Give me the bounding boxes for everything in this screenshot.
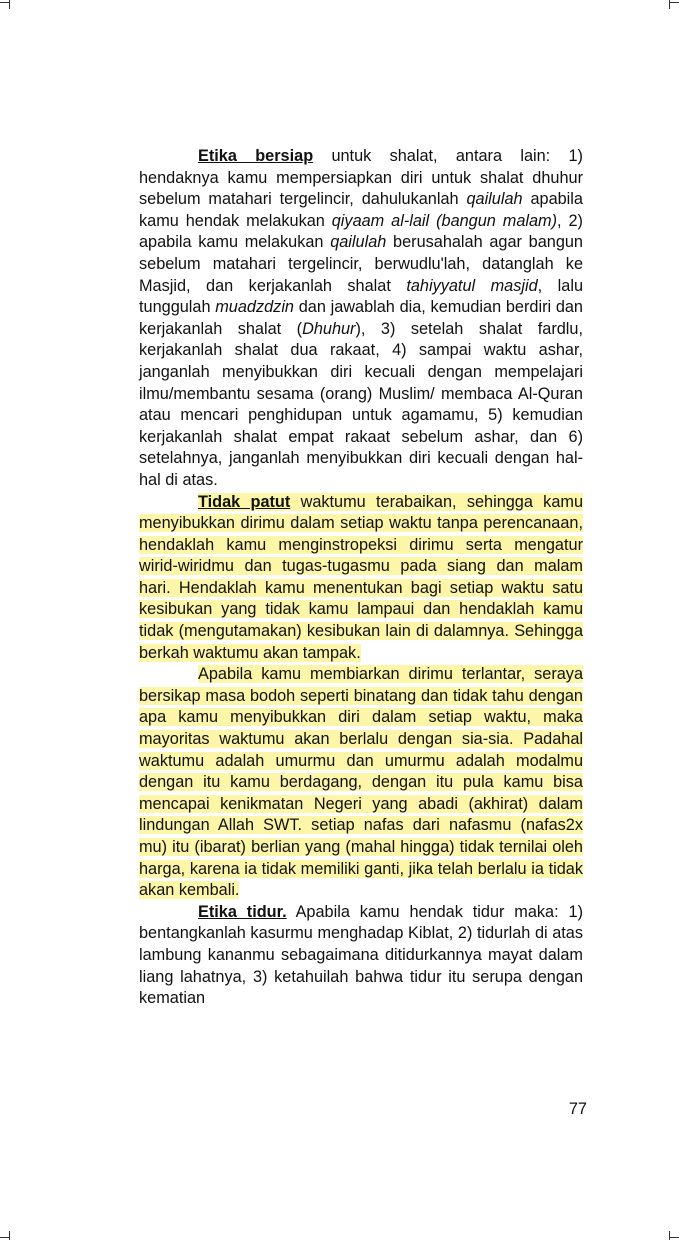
paragraph	[139, 902, 583, 1010]
text-run: dan jawablah dia, kemudian berdiri dan kerjakanlah shalat (	[139, 298, 583, 338]
section-keyword: Etika bersiap	[198, 147, 314, 165]
crop-mark	[0, 2, 9, 3]
text-run: berusahalah agar bangun sebelum matahari tergelincir, berwudlu'lah, datanglah ke Masjid, dan kerjakanlah shalat	[139, 233, 583, 295]
italic-term: qailulah	[466, 190, 523, 209]
crop-mark	[9, 1231, 10, 1240]
text-run: ), 3) setelah shalat fardlu, kerjakanlah shalat dua rakaat, 4) sampai waktu ashar, janganlah menyibukkan diri kecuali dengan mempelajari ilmu/membantu sesama (orang) Muslim/ membaca Al-Quran atau mencari penghidupan untuk agamamu, 5) kemudian kerjakanlah shalat empat rakaat sebelum ashar, dan 6) setelahnya, janganlah menyibukkan diri kecuali dengan hal-hal di atas.	[139, 319, 583, 489]
paragraph	[139, 146, 583, 492]
text-run: Apabila kamu membiarkan dirimu terlantar, seraya bersikap masa bodoh seperti binatang dan tidak tahu dengan apa kamu menyibukkan diri dalam setiap waktu, maka mayoritas waktumu akan berlalu dengan sia-sia. Padahal waktumu adalah umurmu dan umurmu adalah modalmu dengan itu kamu berdagang, dengan itu pula kamu bisa mencapai kenikmatan Negeri yang abadi (akhirat) dalam lindungan Allah SWT. setiap nafas dari nafasmu (nafas2x mu) itu (ibarat) berlian yang (mahal hingga) tidak ternilai oleh harga, karena ia tidak memiliki ganti, jika telah berlalu ia tidak akan kembali.	[139, 665, 583, 900]
crop-mark	[0, 1237, 9, 1238]
crop-mark	[670, 1237, 679, 1238]
italic-term: Dhuhur	[302, 319, 356, 338]
crop-mark	[670, 2, 679, 3]
paragraph	[139, 492, 583, 665]
section-keyword: Etika tidur.	[198, 902, 287, 921]
body-text	[139, 146, 583, 1010]
crop-mark	[669, 1231, 670, 1240]
highlighted-text	[139, 665, 583, 899]
text-run: apabila kamu hendak melakukan	[139, 190, 583, 230]
paragraph-text	[139, 147, 583, 489]
highlighted-text	[139, 493, 583, 662]
italic-term: tahiyyatul masjid	[406, 276, 538, 295]
italic-term: qiyaam al-lail (bangun malam)	[331, 211, 558, 230]
text-run: untuk shalat, antara lain: 1) hendaknya kamu mempersiapkan diri untuk shalat dhuhur sebelum matahari tergelincir, dahulukanlah	[139, 147, 583, 209]
italic-term: muadzdzin	[215, 298, 294, 317]
page-number: 77	[568, 1100, 587, 1118]
text-run: waktumu terabaikan, sehingga kamu menyibukkan dirimu dalam setiap waktu tanpa perencanaan, hendaklah kamu menginstropeksi dirimu serta mengatur wirid-wiridmu dan tugas-tugasmu pada siang dan malam hari. Hendaklah kamu menentukan bagi setiap waktu satu kesibukan yang tidak kamu lampaui dan hendaklah kamu tidak (mengutamakan) kesibukan lain di dalamnya. Sehingga berkah waktumu akan tampak.	[139, 492, 583, 662]
text-run: Apabila kamu hendak tidur maka: 1) bentangkanlah kasurmu menghadap Kiblat, 2) tidurlah di atas lambung kananmu sebagaimana ditidurkannya mayat dalam liang lahatnya, 3) ketahuilah bahwa tidur itu serupa dengan kematian	[139, 902, 583, 1008]
paragraph-text	[139, 903, 583, 1007]
paragraph	[139, 664, 583, 902]
crop-mark	[9, 0, 10, 9]
text-run: , 2) apabila kamu melakukan	[139, 211, 583, 252]
section-keyword: Tidak patut	[198, 492, 291, 511]
text-run: , lalu tunggulah	[139, 276, 583, 317]
italic-term: qailulah	[330, 233, 387, 252]
crop-mark	[669, 0, 670, 9]
